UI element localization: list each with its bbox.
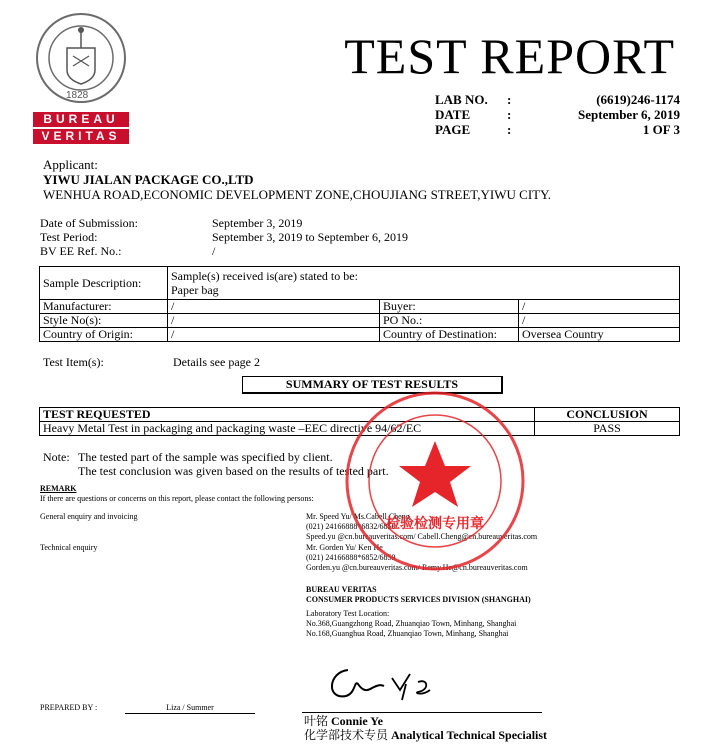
signer-title-cn: 化学部技术专员 <box>304 728 389 742</box>
col-test-requested: TEST REQUESTED <box>40 408 535 422</box>
signer-title-en: Analytical Technical Specialist <box>391 728 548 742</box>
sample-desc-line2: Paper bag <box>171 283 219 297</box>
division-line1: BUREAU VERITAS <box>306 585 377 594</box>
technical-contact-email: Gorden.yu @cn.bureauveritas.com/ Remy.He@cn.bureauveritas.com <box>306 563 528 572</box>
remark-block <box>40 484 314 504</box>
buyer-value: / <box>519 300 680 314</box>
manufacturer-label: Manufacturer: <box>40 300 168 314</box>
stamp-center-text: 检验检测专用章 <box>386 516 484 532</box>
general-contact-phone: (021) 24166888*6832/6850 <box>306 522 396 531</box>
company-logo <box>33 10 129 146</box>
dates-block <box>40 216 408 258</box>
remark-title: REMARK <box>40 484 77 493</box>
general-contact-email: Speed.yu @cn.bureauveritas.com/ Cabell.Cheng@cn.bureauveritas.com <box>306 532 538 541</box>
location2: No.168,Guanghua Road, Zhuanqiao Town, Minhang, Shanghai <box>306 629 509 638</box>
test-items-value: Details see page 2 <box>173 355 260 369</box>
lab-info-block <box>435 92 680 137</box>
origin-label: Country of Origin: <box>40 328 168 342</box>
logo-brand-line2: VERITAS <box>33 129 129 144</box>
conclusion-cell: PASS <box>535 422 680 436</box>
ref-value: / <box>212 244 216 258</box>
submission-value: September 3, 2019 <box>212 216 303 230</box>
signer-block <box>304 714 547 742</box>
style-value: / <box>168 314 380 328</box>
page-value: 1 OF 3 <box>642 122 680 137</box>
date-label: DATE <box>435 107 471 122</box>
origin-value: / <box>168 328 380 342</box>
destination-label: Country of Destination: <box>380 328 519 342</box>
prepared-by-label: PREPARED BY : <box>40 703 98 712</box>
prepared-by-value: Liza / Summer <box>125 703 255 714</box>
general-enquiry-label: General enquiry and invoicing <box>40 512 138 521</box>
style-label: Style No(s): <box>40 314 168 328</box>
col-conclusion: CONCLUSION <box>535 408 680 422</box>
date-row <box>435 107 680 122</box>
note-line2: The test conclusion was given based on the results of tested part. <box>78 464 389 478</box>
test-items-row <box>43 355 260 370</box>
signature-line <box>302 712 542 713</box>
lab-no-value: (6619)246-1174 <box>596 92 680 107</box>
lab-no-row <box>435 92 680 107</box>
signer-name: Connie Ye <box>331 714 383 728</box>
logo-brand-line1: BUREAU <box>33 112 129 127</box>
stamp-star-icon <box>399 441 471 507</box>
page-label: PAGE <box>435 122 471 137</box>
sample-desc-line1: Sample(s) received is(are) stated to be: <box>171 269 358 283</box>
signature-icon <box>318 660 448 710</box>
po-value: / <box>519 314 680 328</box>
division-line2: CONSUMER PRODUCTS SERVICES DIVISION (SHANGHAI) <box>306 595 531 604</box>
signer-prefix: 叶铭 <box>304 714 329 728</box>
table-row <box>40 328 680 342</box>
summary-title: SUMMARY OF TEST RESULTS <box>242 376 503 394</box>
page-title: TEST REPORT <box>344 28 675 84</box>
test-items-label: Test Item(s): <box>43 355 104 369</box>
test-requested-cell: Heavy Metal Test in packaging and packaging waste –EEC directive 94/62/EC <box>40 422 535 436</box>
note-label: Note: <box>43 450 70 464</box>
technical-contact-names: Mr. Gorden Yu/ Ken He <box>306 543 383 552</box>
sample-table <box>39 266 680 342</box>
colon: : <box>507 92 512 107</box>
applicant-block <box>43 157 551 202</box>
technical-contact-phone: (021) 24166888*6852/6859 <box>306 553 396 562</box>
division-block <box>306 585 531 639</box>
period-label: Test Period: <box>40 230 98 244</box>
sample-desc-label: Sample Description: <box>40 267 168 300</box>
technical-enquiry-label: Technical enquiry <box>40 543 98 552</box>
table-row <box>40 300 680 314</box>
applicant-label: Applicant: <box>43 157 98 172</box>
applicant-name: YIWU JIALAN PACKAGE CO.,LTD <box>43 172 254 187</box>
manufacturer-value: / <box>168 300 380 314</box>
applicant-address: WENHUA ROAD,ECONOMIC DEVELOPMENT ZONE,CHOUJIANG STREET,YIWU CITY. <box>43 187 552 202</box>
note-line1: The tested part of the sample was specified by client. <box>78 450 333 464</box>
colon: : <box>507 107 512 122</box>
general-contact-names: Mr. Speed Yu/ Ms.Cabell Cheng <box>306 512 410 521</box>
sample-desc-row <box>40 267 680 300</box>
colon: : <box>507 122 512 137</box>
period-value: September 3, 2019 to September 6, 2019 <box>212 230 408 244</box>
submission-label: Date of Submission: <box>40 216 138 230</box>
ref-label: BV EE Ref. No.: <box>40 244 122 258</box>
company-stamp <box>337 388 533 574</box>
location1: No.368,Guangzhong Road, Zhuanqiao Town, Minhang, Shanghai <box>306 619 517 628</box>
destination-value: Oversea Country <box>519 328 680 342</box>
buyer-label: Buyer: <box>380 300 519 314</box>
table-row <box>40 314 680 328</box>
date-value: September 6, 2019 <box>578 107 680 122</box>
lab-no-label: LAB NO. <box>435 92 488 107</box>
page-row <box>435 122 680 137</box>
logo-year: 1828 <box>66 90 89 101</box>
sample-desc-value <box>168 267 680 300</box>
po-label: PO No.: <box>380 314 519 328</box>
remark-intro: If there are questions or concerns on this report, please contact the following persons: <box>40 494 314 503</box>
location-label: Laboratory Test Location: <box>306 609 390 618</box>
